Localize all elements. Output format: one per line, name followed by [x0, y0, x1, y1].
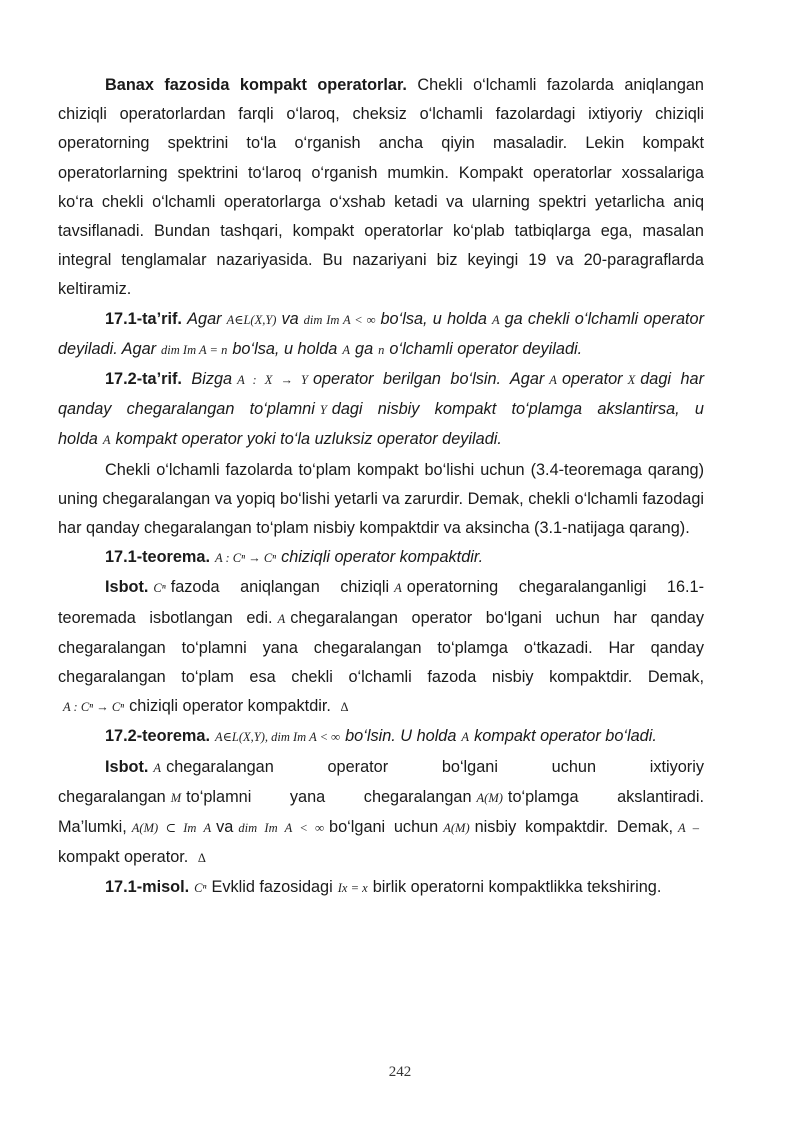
formula: Ix = x — [337, 881, 368, 896]
text: bo‘lsin. U holda — [345, 727, 457, 746]
theorem-17-2 — [58, 722, 704, 752]
formula: A : Cⁿ → Cⁿ — [214, 551, 277, 566]
formula: dim Im A < ∞ — [238, 821, 325, 836]
formula: A — [153, 760, 162, 775]
theorem-17-1 — [58, 543, 704, 573]
text: dagi nisbiy kompakt to‘plamga akslantirsa, u holda — [58, 400, 704, 449]
section-intro-paragraph — [58, 71, 704, 305]
definition-17-2 — [58, 365, 704, 456]
section-intro-text: Chekli o‘lchamli fazolarda aniqlangan chiziqli operatorlardan farqli o‘laroq, cheksiz o‘lchamli fazolardagi ixtiyoriy chiziqli operatorning spektrini to‘la o‘rganish ancha qiyin masaladir. Lekin kompakt operatorlarning spektrini to‘laroq o‘rganish mumkin. Kompakt operatorlar xossalariga ko‘ra chekli o‘lchamli operatorlarga o‘xshab ketadi va ularning spektri yetarlicha aniq tavsiflanadi. Bundan tashqari, kompakt operatorlar ko‘plab tatbiqlarga ega, masalan integral tenglamalar nazariyasida. Bu nazariyani biz keyingi 19 va 20-paragraflarda keltiramiz. — [58, 76, 704, 299]
text: bo‘lsa, u holda — [380, 309, 487, 328]
text: bo‘lgani uchun — [329, 818, 439, 837]
text: chegaralangan operator bo‘lgani uchun har qanday chegaralangan to‘plamni yana chegaralangan to‘plamga o‘tkazadi. Har qanday chegaralangan to‘plam esa chekli o‘lchamli fazoda nisbiy kompaktdir. Demak, — [58, 608, 705, 687]
theorem-label: 17.1-teorema. — [105, 548, 210, 567]
proof-17-1 — [58, 573, 704, 722]
example-label: 17.1-misol. — [105, 878, 190, 897]
formula: A — [491, 312, 500, 327]
theorem-label: 17.2-teorema. — [105, 727, 210, 746]
proof-label: Isbot. — [105, 757, 149, 776]
formula: A — [102, 433, 111, 448]
definition-label: 17.2-ta’rif. — [105, 370, 182, 389]
text: ga — [355, 339, 374, 358]
text: to‘plamga akslantiradi. Ma’lumki, — [58, 787, 704, 837]
text: Evklid fazosidagi — [211, 878, 333, 897]
text: dagi har qanday chegaralangan to‘plamni — [58, 370, 704, 419]
text: chiziqli operator kompaktdir. — [129, 697, 331, 716]
formula: X — [627, 373, 636, 388]
text: chegaralangan operator bo‘lgani uchun ixtiyoriy chegaralangan — [58, 757, 704, 806]
formula: Cⁿ — [194, 881, 207, 896]
formula: dim Im A = n — [161, 342, 228, 357]
text: va — [281, 309, 299, 328]
end-of-proof-mark: Δ — [197, 851, 206, 866]
formula: dim Im A < ∞ — [303, 312, 376, 327]
page-number: 242 — [388, 1064, 412, 1080]
definition-17-1 — [58, 305, 704, 365]
formula: A(M) — [443, 821, 470, 836]
formula: A — [549, 373, 557, 388]
text: operator — [561, 370, 623, 389]
text: va — [216, 818, 234, 837]
text: fazoda aniqlangan chiziqli — [170, 578, 390, 597]
text: birlik operatorni kompaktlikka tekshiring. — [372, 878, 662, 897]
page-body — [58, 71, 704, 904]
formula: M — [170, 790, 182, 805]
formula: A — [394, 581, 402, 596]
text: chiziqli operator kompaktdir. — [281, 548, 484, 567]
definition-label: 17.1-ta’rif. — [105, 309, 182, 328]
text: o‘lchamli operator deyiladi. — [389, 339, 583, 358]
formula: A : Cⁿ → Cⁿ — [63, 700, 125, 715]
text: ga chekli o‘lchamli operator deyiladi. Agar — [58, 309, 704, 358]
formula: A — [277, 611, 286, 626]
text: Agar — [187, 309, 222, 328]
formula: Y — [319, 403, 327, 418]
formula: A∈L(X,Y), dim Im A < ∞ — [214, 730, 341, 745]
formula: A : X → Y — [237, 373, 308, 388]
text: kompakt operator. — [58, 848, 189, 867]
text: kompakt operator bo‘ladi. — [474, 727, 657, 746]
section-title: Banax fazosida kompakt operatorlar. — [105, 76, 407, 94]
formula: A(M) — [476, 790, 503, 805]
formula: A — [461, 730, 470, 745]
text: operatorning chegaralanganligi 16.1-teoremada isbotlangan edi. — [58, 578, 704, 627]
text: to‘plamni yana chegaralangan — [186, 787, 472, 806]
formula: Cⁿ — [153, 581, 166, 596]
text: nisbiy kompaktdir. Demak, — [474, 818, 674, 837]
text: operator berilgan bo‘lsin. Agar — [312, 370, 545, 389]
text: Bizga — [191, 370, 233, 389]
text: kompakt operator yoki to‘la uzluksiz operator deyiladi. — [115, 430, 502, 449]
formula: n — [378, 342, 385, 357]
formula: A∈L(X,Y) — [226, 312, 277, 327]
example-17-1 — [58, 873, 704, 903]
text: bo‘lsa, u holda — [232, 339, 338, 358]
formula: A(M) ⊂ Im A — [131, 821, 212, 836]
formula: A — [342, 342, 351, 357]
proof-17-2 — [58, 753, 704, 874]
finite-dimensional-paragraph: Chekli o‘lchamli fazolarda to‘plam kompakt bo‘lishi uchun (3.4-teoremaga qarang) uning chegaralangan va yopiq bo‘lishi yetarli va zarurdir. Demak, chekli o‘lchamli fazodagi har qanday chegaralangan to‘plam nisbiy kompaktdir va aksincha (3.1-natijaga qarang). — [58, 460, 704, 538]
end-of-proof-mark: Δ — [340, 700, 349, 715]
formula: A – — [678, 821, 699, 836]
proof-label: Isbot. — [105, 578, 149, 597]
